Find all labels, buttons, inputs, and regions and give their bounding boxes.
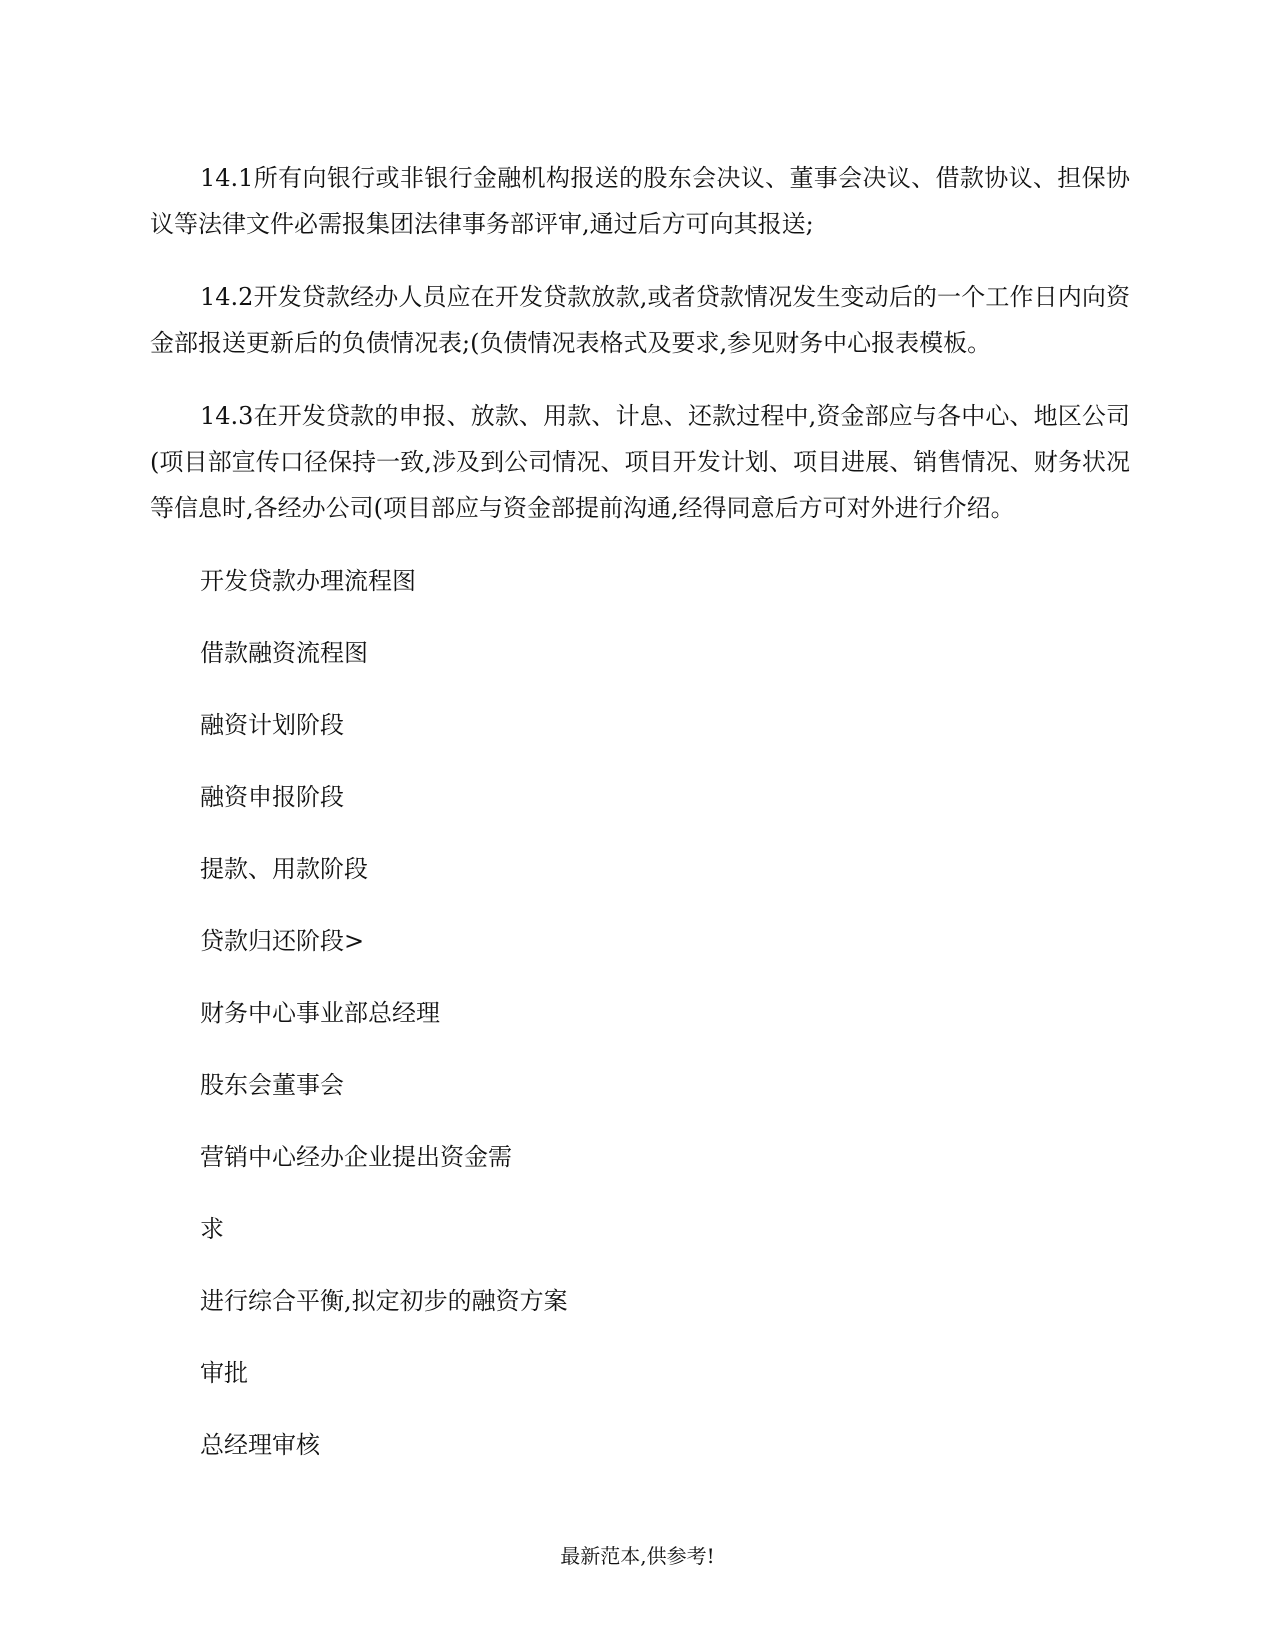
text-line: 总经理审核 <box>200 1431 320 1459</box>
paragraph-14-2: 14.2开发贷款经办人员应在开发贷款放款,或者贷款情况发生变动后的一个工作日内向资金部报送更新后的负债情况表;(负债情况表格式及要求,参见财务中心报表模板。 <box>150 283 1130 357</box>
text-line: 进行综合平衡,拟定初步的融资方案 <box>200 1287 568 1315</box>
text-line: 开发贷款办理流程图 <box>200 567 416 595</box>
text-line: 融资申报阶段 <box>200 783 344 811</box>
paragraph-14-1: 14.1所有向银行或非银行金融机构报送的股东会决议、董事会决议、借款协议、担保协议等法律文件必需报集团法律事务部评审,通过后方可向其报送; <box>150 164 1130 238</box>
text-line: 贷款归还阶段> <box>200 927 365 955</box>
text-line: 求 <box>200 1215 224 1243</box>
paragraph-14-3: 14.3在开发贷款的申报、放款、用款、计息、还款过程中,资金部应与各中心、地区公司(项目部宣传口径保持一致,涉及到公司情况、项目开发计划、项目进展、销售情况、财务状况等信息时,各经办公司(项目部应与资金部提前沟通,经得同意后方可对外进行介绍。 <box>150 402 1130 522</box>
text-line: 财务中心事业部总经理 <box>200 999 440 1027</box>
page-footer: 最新范本,供参考! <box>560 1544 715 1568</box>
text-line: 审批 <box>200 1359 248 1387</box>
text-line: 股东会董事会 <box>200 1071 344 1099</box>
text-line: 提款、用款阶段 <box>200 855 368 883</box>
text-line: 借款融资流程图 <box>200 639 368 667</box>
document-body <box>150 155 1130 1494</box>
text-line: 营销中心经办企业提出资金需 <box>200 1143 512 1171</box>
text-line: 融资计划阶段 <box>200 711 344 739</box>
